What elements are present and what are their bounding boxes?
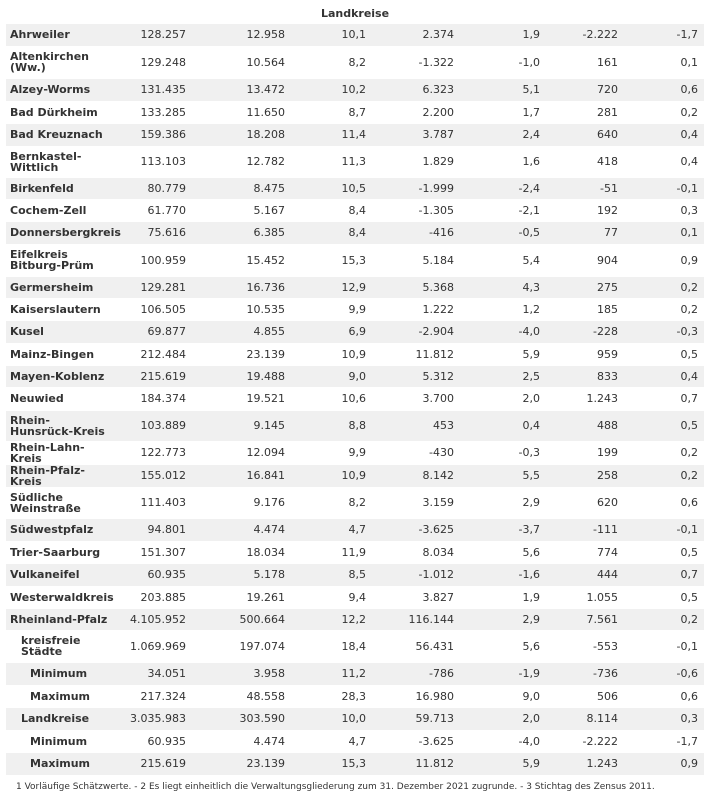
cell-col-7: 0,6 <box>624 685 704 707</box>
cell-col-5: 4,3 <box>460 276 546 298</box>
cell-col-1: 3.035.983 <box>116 707 192 730</box>
cell-col-2: 19.521 <box>192 387 291 410</box>
cell-col-2: 6.385 <box>192 221 291 244</box>
cell-col-6: 7.561 <box>546 608 624 630</box>
cell-col-4: 1.222 <box>372 298 460 320</box>
table-row <box>6 464 704 487</box>
cell-col-6: 720 <box>546 78 624 101</box>
cell-col-6: 275 <box>546 276 624 298</box>
table-row <box>6 685 704 707</box>
row-label: Bad Dürkheim <box>6 101 116 123</box>
cell-col-3: 8,5 <box>291 563 372 586</box>
cell-col-7: 0,2 <box>624 441 704 464</box>
cell-col-4: -1.322 <box>372 46 460 78</box>
cell-col-4: 3.827 <box>372 586 460 608</box>
cell-col-1: 34.051 <box>116 662 192 685</box>
cell-col-6: 1.055 <box>546 586 624 608</box>
cell-col-2: 3.958 <box>192 662 291 685</box>
cell-col-5: 1,9 <box>460 586 546 608</box>
cell-col-6: 281 <box>546 101 624 123</box>
cell-col-1: 111.403 <box>116 487 192 518</box>
cell-col-2: 23.139 <box>192 752 291 775</box>
cell-col-7: 0,7 <box>624 387 704 410</box>
cell-col-4: -1.305 <box>372 199 460 221</box>
cell-col-5: 1,6 <box>460 146 546 177</box>
cell-col-5: 9,0 <box>460 685 546 707</box>
row-label: Eifelkreis Bitburg-Prüm <box>6 244 116 276</box>
cell-col-5: 2,4 <box>460 123 546 146</box>
cell-col-2: 23.139 <box>192 343 291 365</box>
row-label: Rhein-Lahn-Kreis <box>6 441 116 464</box>
cell-col-4: 59.713 <box>372 707 460 730</box>
row-label: Westerwaldkreis <box>6 586 116 608</box>
cell-col-5: -0,5 <box>460 221 546 244</box>
cell-col-7: 0,2 <box>624 298 704 320</box>
cell-col-6: 161 <box>546 46 624 78</box>
table-row <box>6 563 704 586</box>
row-label: Alzey-Worms <box>6 78 116 101</box>
cell-col-1: 60.935 <box>116 730 192 752</box>
row-label: Kusel <box>6 320 116 343</box>
cell-col-3: 10,9 <box>291 343 372 365</box>
cell-col-7: 0,9 <box>624 752 704 775</box>
cell-col-5: 5,9 <box>460 752 546 775</box>
cell-col-6: -553 <box>546 630 624 662</box>
cell-col-2: 4.474 <box>192 730 291 752</box>
cell-col-4: -416 <box>372 221 460 244</box>
row-label: Südliche Weinstraße <box>6 487 116 518</box>
cell-col-1: 151.307 <box>116 541 192 563</box>
row-label: Rhein-Hunsrück-Kreis <box>6 410 116 441</box>
cell-col-1: 133.285 <box>116 101 192 123</box>
table-row <box>6 410 704 441</box>
cell-col-4: 2.200 <box>372 101 460 123</box>
cell-col-4: -3.625 <box>372 730 460 752</box>
row-label: Rhein-Pfalz-Kreis <box>6 464 116 487</box>
row-label: Donnersbergkreis <box>6 221 116 244</box>
cell-col-2: 500.664 <box>192 608 291 630</box>
cell-col-7: -0,1 <box>624 630 704 662</box>
cell-col-4: 2.374 <box>372 24 460 46</box>
table-body <box>6 24 704 775</box>
cell-col-7: -0,1 <box>624 177 704 199</box>
table-row <box>6 276 704 298</box>
row-label: Trier-Saarburg <box>6 541 116 563</box>
table-row <box>6 541 704 563</box>
cell-col-1: 113.103 <box>116 146 192 177</box>
table-row <box>6 441 704 464</box>
cell-col-2: 19.488 <box>192 365 291 387</box>
cell-col-5: -1,9 <box>460 662 546 685</box>
cell-col-4: 16.980 <box>372 685 460 707</box>
cell-col-2: 48.558 <box>192 685 291 707</box>
row-label: Vulkaneifel <box>6 563 116 586</box>
cell-col-7: 0,2 <box>624 464 704 487</box>
cell-col-6: 77 <box>546 221 624 244</box>
row-label: kreisfreie Städte <box>6 630 116 662</box>
cell-col-5: 1,7 <box>460 101 546 123</box>
cell-col-4: 6.323 <box>372 78 460 101</box>
cell-col-3: 11,3 <box>291 146 372 177</box>
row-label: Bad Kreuznach <box>6 123 116 146</box>
cell-col-7: 0,7 <box>624 563 704 586</box>
row-label: Maximum <box>6 752 116 775</box>
cell-col-4: 8.034 <box>372 541 460 563</box>
cell-col-3: 9,4 <box>291 586 372 608</box>
cell-col-2: 18.034 <box>192 541 291 563</box>
cell-col-5: 5,6 <box>460 541 546 563</box>
section-title: Landkreise <box>320 7 390 20</box>
cell-col-1: 122.773 <box>116 441 192 464</box>
row-label: Landkreise <box>6 707 116 730</box>
cell-col-3: 6,9 <box>291 320 372 343</box>
cell-col-1: 69.877 <box>116 320 192 343</box>
row-label: Minimum <box>6 730 116 752</box>
cell-col-2: 8.475 <box>192 177 291 199</box>
row-label: Südwestpfalz <box>6 518 116 541</box>
cell-col-4: 453 <box>372 410 460 441</box>
table-row <box>6 365 704 387</box>
cell-col-2: 10.564 <box>192 46 291 78</box>
cell-col-1: 128.257 <box>116 24 192 46</box>
cell-col-6: 444 <box>546 563 624 586</box>
table-row <box>6 101 704 123</box>
cell-col-6: 640 <box>546 123 624 146</box>
cell-col-7: 0,4 <box>624 123 704 146</box>
cell-col-4: -3.625 <box>372 518 460 541</box>
cell-col-3: 10,5 <box>291 177 372 199</box>
table-row <box>6 752 704 775</box>
cell-col-2: 18.208 <box>192 123 291 146</box>
cell-col-3: 10,2 <box>291 78 372 101</box>
cell-col-1: 129.248 <box>116 46 192 78</box>
cell-col-2: 16.736 <box>192 276 291 298</box>
cell-col-7: 0,5 <box>624 343 704 365</box>
table-row <box>6 630 704 662</box>
row-label: Bernkastel-Wittlich <box>6 146 116 177</box>
cell-col-1: 217.324 <box>116 685 192 707</box>
cell-col-6: 199 <box>546 441 624 464</box>
cell-col-3: 9,0 <box>291 365 372 387</box>
cell-col-6: 904 <box>546 244 624 276</box>
cell-col-1: 94.801 <box>116 518 192 541</box>
cell-col-4: 116.144 <box>372 608 460 630</box>
cell-col-3: 10,1 <box>291 24 372 46</box>
cell-col-4: -1.012 <box>372 563 460 586</box>
table-row <box>6 298 704 320</box>
cell-col-4: -1.999 <box>372 177 460 199</box>
table-row <box>6 730 704 752</box>
cell-col-3: 8,8 <box>291 410 372 441</box>
cell-col-6: 506 <box>546 685 624 707</box>
cell-col-5: -1,6 <box>460 563 546 586</box>
table-row <box>6 320 704 343</box>
cell-col-5: 5,5 <box>460 464 546 487</box>
cell-col-3: 8,4 <box>291 221 372 244</box>
cell-col-2: 12.782 <box>192 146 291 177</box>
cell-col-7: 0,5 <box>624 586 704 608</box>
cell-col-4: 1.829 <box>372 146 460 177</box>
cell-col-3: 28,3 <box>291 685 372 707</box>
footnote: 1 Vorläufige Schätzwerte. - 2 Es liegt einheitlich die Verwaltungsgliederung zum 31. Dezember 2021 zugrunde. - 3 Stichtag des Zensus 2011. <box>16 782 655 792</box>
cell-col-3: 10,6 <box>291 387 372 410</box>
cell-col-4: 3.700 <box>372 387 460 410</box>
cell-col-5: 1,2 <box>460 298 546 320</box>
cell-col-3: 8,2 <box>291 46 372 78</box>
cell-col-2: 11.650 <box>192 101 291 123</box>
row-label: Altenkirchen (Ww.) <box>6 46 116 78</box>
cell-col-6: -2.222 <box>546 24 624 46</box>
row-label: Birkenfeld <box>6 177 116 199</box>
cell-col-6: 833 <box>546 365 624 387</box>
cell-col-5: -2,4 <box>460 177 546 199</box>
cell-col-5: 5,4 <box>460 244 546 276</box>
cell-col-4: 3.787 <box>372 123 460 146</box>
cell-col-4: 11.812 <box>372 752 460 775</box>
cell-col-4: 5.184 <box>372 244 460 276</box>
cell-col-1: 106.505 <box>116 298 192 320</box>
cell-col-5: 2,9 <box>460 487 546 518</box>
row-label: Rheinland-Pfalz <box>6 608 116 630</box>
cell-col-3: 8,4 <box>291 199 372 221</box>
cell-col-7: 0,2 <box>624 608 704 630</box>
cell-col-1: 100.959 <box>116 244 192 276</box>
cell-col-5: 5,6 <box>460 630 546 662</box>
table-row <box>6 608 704 630</box>
cell-col-5: 5,1 <box>460 78 546 101</box>
table-row <box>6 177 704 199</box>
cell-col-6: 185 <box>546 298 624 320</box>
cell-col-1: 80.779 <box>116 177 192 199</box>
cell-col-6: 258 <box>546 464 624 487</box>
landkreise-table <box>6 24 704 776</box>
cell-col-1: 4.105.952 <box>116 608 192 630</box>
cell-col-7: 0,6 <box>624 487 704 518</box>
cell-col-7: -0,1 <box>624 518 704 541</box>
cell-col-3: 18,4 <box>291 630 372 662</box>
cell-col-1: 159.386 <box>116 123 192 146</box>
cell-col-6: 488 <box>546 410 624 441</box>
table-row <box>6 46 704 78</box>
cell-col-3: 11,9 <box>291 541 372 563</box>
cell-col-2: 15.452 <box>192 244 291 276</box>
cell-col-7: 0,4 <box>624 365 704 387</box>
cell-col-5: -2,1 <box>460 199 546 221</box>
cell-col-2: 10.535 <box>192 298 291 320</box>
cell-col-6: 192 <box>546 199 624 221</box>
cell-col-2: 12.094 <box>192 441 291 464</box>
table-row <box>6 221 704 244</box>
cell-col-1: 155.012 <box>116 464 192 487</box>
cell-col-2: 5.167 <box>192 199 291 221</box>
cell-col-3: 9,9 <box>291 441 372 464</box>
cell-col-5: 2,5 <box>460 365 546 387</box>
cell-col-5: -4,0 <box>460 730 546 752</box>
table-row <box>6 518 704 541</box>
cell-col-3: 10,0 <box>291 707 372 730</box>
cell-col-3: 4,7 <box>291 518 372 541</box>
cell-col-1: 129.281 <box>116 276 192 298</box>
table-row <box>6 244 704 276</box>
cell-col-4: 56.431 <box>372 630 460 662</box>
cell-col-7: -1,7 <box>624 730 704 752</box>
row-label: Mayen-Koblenz <box>6 365 116 387</box>
cell-col-1: 215.619 <box>116 365 192 387</box>
cell-col-4: 5.312 <box>372 365 460 387</box>
row-label: Cochem-Zell <box>6 199 116 221</box>
table-row <box>6 146 704 177</box>
table-row <box>6 586 704 608</box>
cell-col-6: 620 <box>546 487 624 518</box>
cell-col-3: 12,2 <box>291 608 372 630</box>
cell-col-7: 0,5 <box>624 410 704 441</box>
cell-col-7: -1,7 <box>624 24 704 46</box>
cell-col-5: 2,9 <box>460 608 546 630</box>
cell-col-7: 0,1 <box>624 46 704 78</box>
row-label: Ahrweiler <box>6 24 116 46</box>
row-label: Germersheim <box>6 276 116 298</box>
cell-col-2: 13.472 <box>192 78 291 101</box>
cell-col-2: 197.074 <box>192 630 291 662</box>
cell-col-6: -111 <box>546 518 624 541</box>
cell-col-2: 4.474 <box>192 518 291 541</box>
cell-col-3: 10,9 <box>291 464 372 487</box>
table-row <box>6 662 704 685</box>
cell-col-2: 4.855 <box>192 320 291 343</box>
cell-col-7: 0,4 <box>624 146 704 177</box>
cell-col-4: -430 <box>372 441 460 464</box>
table-row <box>6 123 704 146</box>
cell-col-4: -786 <box>372 662 460 685</box>
table-row <box>6 199 704 221</box>
cell-col-5: -4,0 <box>460 320 546 343</box>
cell-col-6: 959 <box>546 343 624 365</box>
cell-col-3: 11,4 <box>291 123 372 146</box>
cell-col-5: 5,9 <box>460 343 546 365</box>
cell-col-4: 3.159 <box>372 487 460 518</box>
cell-col-7: 0,1 <box>624 221 704 244</box>
cell-col-6: -51 <box>546 177 624 199</box>
cell-col-3: 8,7 <box>291 101 372 123</box>
cell-col-2: 303.590 <box>192 707 291 730</box>
cell-col-1: 203.885 <box>116 586 192 608</box>
cell-col-5: -0,3 <box>460 441 546 464</box>
row-label: Neuwied <box>6 387 116 410</box>
cell-col-6: 418 <box>546 146 624 177</box>
row-label: Minimum <box>6 662 116 685</box>
cell-col-1: 184.374 <box>116 387 192 410</box>
cell-col-4: 11.812 <box>372 343 460 365</box>
cell-col-3: 15,3 <box>291 752 372 775</box>
cell-col-6: 8.114 <box>546 707 624 730</box>
cell-col-5: -1,0 <box>460 46 546 78</box>
cell-col-7: 0,6 <box>624 78 704 101</box>
cell-col-2: 9.176 <box>192 487 291 518</box>
cell-col-1: 131.435 <box>116 78 192 101</box>
cell-col-6: 1.243 <box>546 387 624 410</box>
cell-col-1: 212.484 <box>116 343 192 365</box>
cell-col-3: 4,7 <box>291 730 372 752</box>
cell-col-7: -0,3 <box>624 320 704 343</box>
table-row <box>6 343 704 365</box>
cell-col-5: 2,0 <box>460 387 546 410</box>
cell-col-6: -2.222 <box>546 730 624 752</box>
cell-col-4: 8.142 <box>372 464 460 487</box>
cell-col-4: -2.904 <box>372 320 460 343</box>
table-row <box>6 707 704 730</box>
cell-col-3: 15,3 <box>291 244 372 276</box>
cell-col-2: 16.841 <box>192 464 291 487</box>
cell-col-1: 215.619 <box>116 752 192 775</box>
row-label: Mainz-Bingen <box>6 343 116 365</box>
cell-col-3: 12,9 <box>291 276 372 298</box>
table-row <box>6 387 704 410</box>
cell-col-4: 5.368 <box>372 276 460 298</box>
cell-col-5: 2,0 <box>460 707 546 730</box>
cell-col-3: 11,2 <box>291 662 372 685</box>
cell-col-2: 12.958 <box>192 24 291 46</box>
row-label: Kaiserslautern <box>6 298 116 320</box>
cell-col-2: 9.145 <box>192 410 291 441</box>
cell-col-7: 0,2 <box>624 101 704 123</box>
table-row <box>6 487 704 518</box>
cell-col-7: 0,3 <box>624 707 704 730</box>
cell-col-1: 75.616 <box>116 221 192 244</box>
cell-col-7: 0,9 <box>624 244 704 276</box>
cell-col-3: 9,9 <box>291 298 372 320</box>
cell-col-1: 103.889 <box>116 410 192 441</box>
cell-col-7: 0,2 <box>624 276 704 298</box>
cell-col-5: -3,7 <box>460 518 546 541</box>
cell-col-3: 8,2 <box>291 487 372 518</box>
table-row <box>6 24 704 46</box>
cell-col-1: 60.935 <box>116 563 192 586</box>
cell-col-2: 5.178 <box>192 563 291 586</box>
cell-col-7: -0,6 <box>624 662 704 685</box>
cell-col-1: 1.069.969 <box>116 630 192 662</box>
cell-col-5: 1,9 <box>460 24 546 46</box>
row-label: Maximum <box>6 685 116 707</box>
cell-col-2: 19.261 <box>192 586 291 608</box>
cell-col-6: -736 <box>546 662 624 685</box>
cell-col-5: 0,4 <box>460 410 546 441</box>
cell-col-7: 0,5 <box>624 541 704 563</box>
cell-col-1: 61.770 <box>116 199 192 221</box>
cell-col-6: 774 <box>546 541 624 563</box>
cell-col-6: -228 <box>546 320 624 343</box>
cell-col-7: 0,3 <box>624 199 704 221</box>
table-row <box>6 78 704 101</box>
cell-col-6: 1.243 <box>546 752 624 775</box>
